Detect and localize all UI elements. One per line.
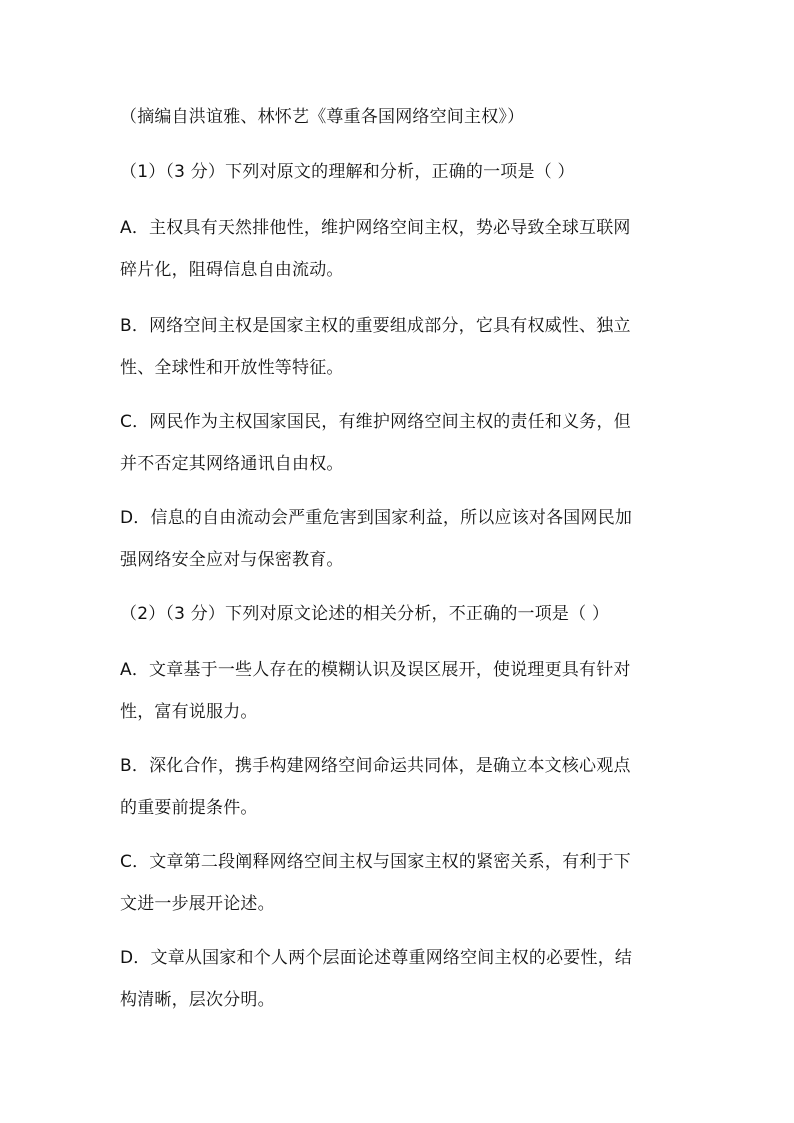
q2-option-b-line-2: 的重要前提条件。	[120, 798, 258, 818]
source-citation: （摘编自洪谊雅、林怀艺《尊重各国网络空间主权》）	[120, 107, 525, 127]
q1-option-b-line-2: 性、全球性和开放性等特征。	[120, 358, 344, 378]
q1-option-d-line-1: D．信息的自由流动会严重危害到国家利益，所以应该对各国网民加	[120, 508, 633, 528]
q2-option-a-line-2: 性，富有说服力。	[120, 702, 258, 722]
q2-option-a-line-1: A．文章基于一些人存在的模糊认识及误区展开，使说理更具有针对	[120, 660, 631, 680]
q2-option-c-line-1: C．文章第二段阐释网络空间主权与国家主权的紧密关系，有利于下	[120, 852, 631, 872]
q2-option-b-line-1: B．深化合作，携手构建网络空间命运共同体，是确立本文核心观点	[120, 756, 631, 776]
q1-option-a-line-1: A．主权具有天然排他性，维护网络空间主权，势必导致全球互联网	[120, 218, 631, 238]
question-2-stem: （2）（3 分）下列对原文论述的相关分析，不正确的一项是（ ）	[120, 604, 610, 624]
q1-option-c-line-1: C．网民作为主权国家国民，有维护网络空间主权的责任和义务，但	[120, 412, 631, 432]
q1-option-d-line-2: 强网络安全应对与保密教育。	[120, 550, 344, 570]
q1-option-a-line-2: 碎片化，阻碍信息自由流动。	[120, 260, 344, 280]
q2-option-d-line-1: D．文章从国家和个人两个层面论述尊重网络空间主权的必要性，结	[120, 948, 633, 968]
question-1-stem: （1）（3 分）下列对原文的理解和分析，正确的一项是（ ）	[120, 162, 575, 182]
q1-option-c-line-2: 并不否定其网络通讯自由权。	[120, 454, 344, 474]
q1-option-b-line-1: B．网络空间主权是国家主权的重要组成部分，它具有权威性、独立	[120, 316, 631, 336]
q2-option-c-line-2: 文进一步展开论述。	[120, 894, 275, 914]
q2-option-d-line-2: 构清晰，层次分明。	[120, 990, 275, 1010]
